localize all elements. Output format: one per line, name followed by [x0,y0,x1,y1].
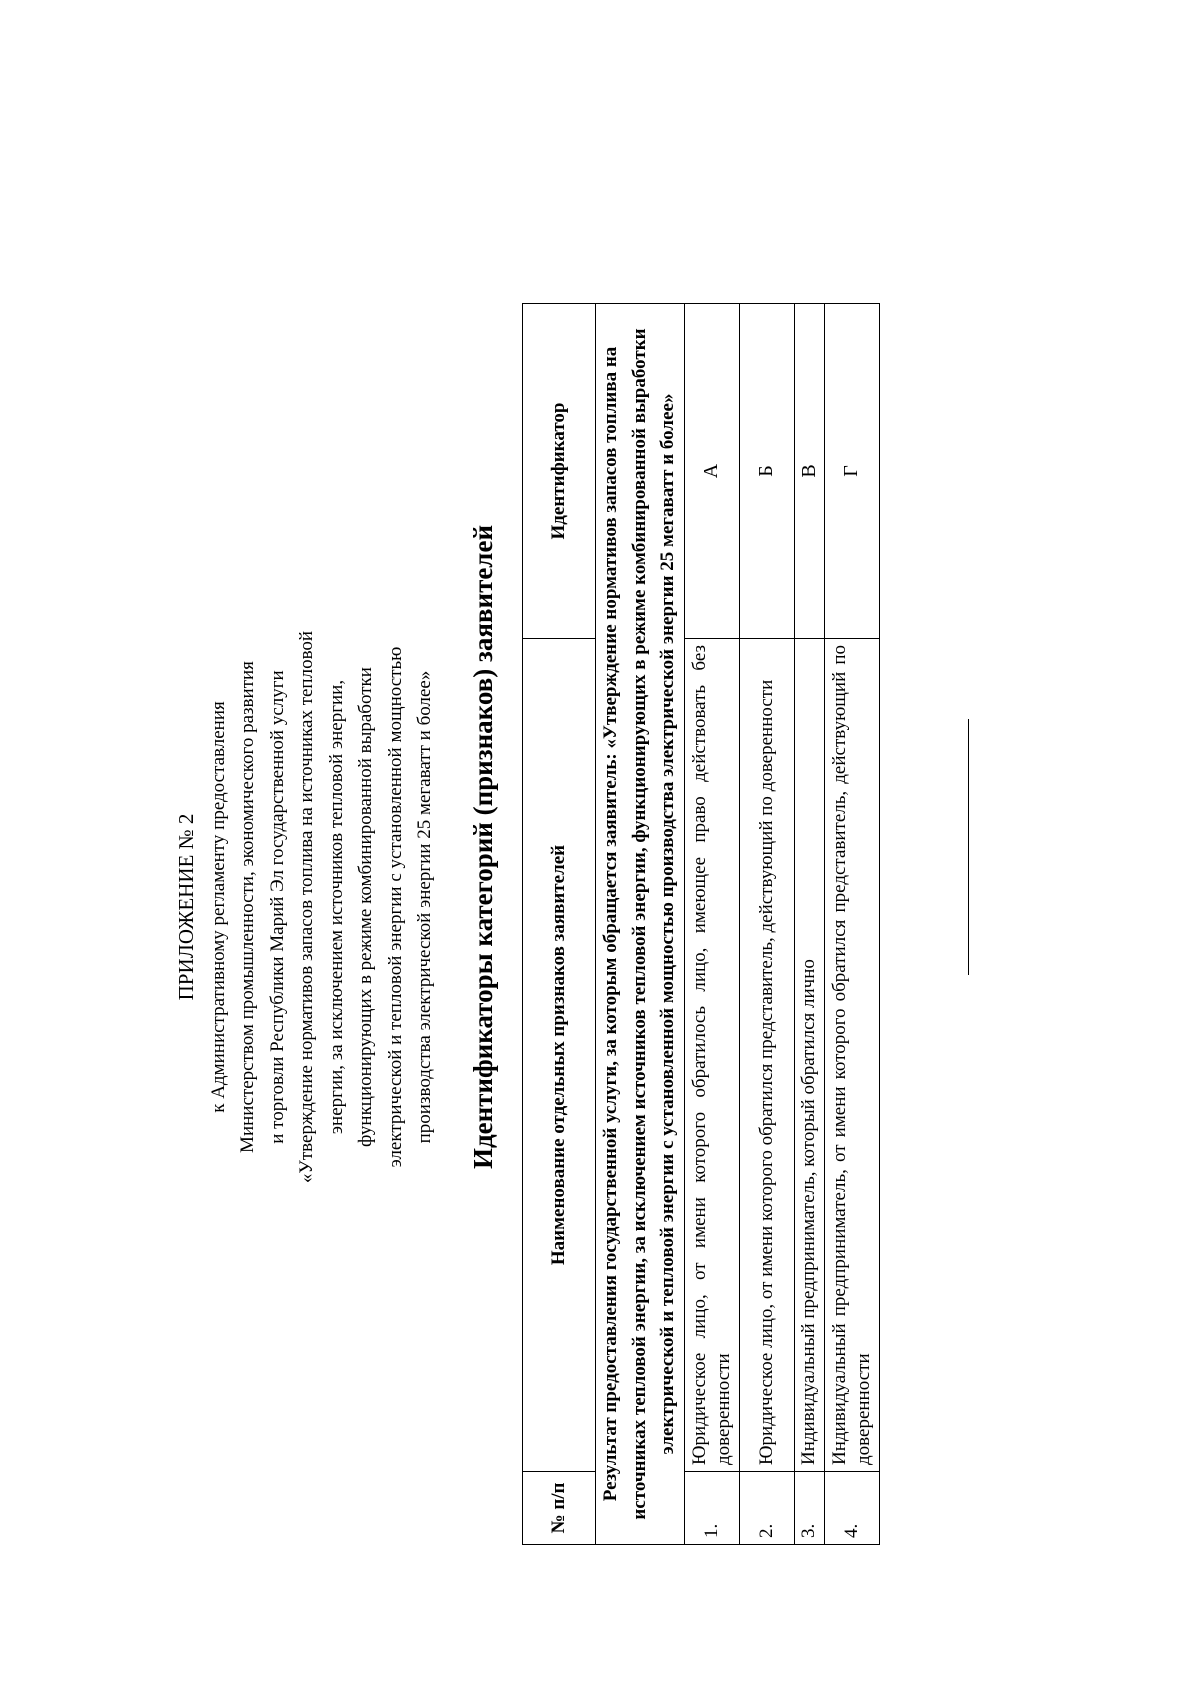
table-row [794,304,824,1545]
header-line: Министерством промышленности, экономического развития [237,661,258,1153]
header-name: Наименование отдельных признаков заявителей [523,639,596,1472]
row-name: Юридическое лицо, от имени которого обратилось лицо, имеющее право действовать без доверенности [684,639,739,1472]
header-identifier: Идентификатор [523,304,596,639]
row-identifier: Б [739,304,794,639]
header-line: электрической и тепловой энергии с установленной мощностью [384,646,406,1168]
identifiers-table [522,303,880,1545]
result-cell: Результат предоставления государственной услуги, за которым обращается заявитель: «Утверждение нормативов запасов топлива на источниках тепловой энергии, за исключением источников тепловой энергии, функционирующих в режиме комбинированной выработки электрической и тепловой энергии с установленной мощностью производства электрической энергии 25 мегаватт и более» [596,304,685,1545]
header-number: № п/п [523,1472,596,1545]
row-identifier: А [684,304,739,639]
table-header-row [523,304,596,1545]
header-line: «Утверждение нормативов запасов топлива на источниках тепловой [296,630,317,1184]
row-identifier: В [794,304,824,639]
row-identifier: Г [824,304,879,639]
header-line: и торговли Республики Марий Эл государственной услуги [266,670,288,1144]
appendix-header [172,547,440,1267]
header-line: производства электрической энергии 25 мегаватт и более» [414,670,435,1144]
row-number: 3. [794,1472,824,1545]
document-title: Идентификаторы категорий (признаков) заявителей [468,524,498,1170]
table-row [684,304,739,1545]
header-line: энергии, за исключением источников тепловой энергии, [325,679,347,1135]
row-name: Юридическое лицо, от имени которого обратился представитель, действующий по доверенности [739,639,794,1472]
table-row [739,304,794,1545]
header-line: функционирующих в режиме комбинированной выработки [355,667,376,1147]
appendix-number: ПРИЛОЖЕНИЕ № 2 [174,813,198,1001]
row-number: 2. [739,1472,794,1545]
row-name: Индивидуальный предприниматель, который обратился лично [794,639,824,1472]
footer-rule [968,719,969,975]
table-row [824,304,879,1545]
result-row [596,304,685,1545]
row-number: 4. [824,1472,879,1545]
header-line: к Административному регламенту предоставления [207,701,229,1113]
row-name: Индивидуальный предприниматель, от имени которого обратился представитель, действующий по доверенности [824,639,879,1472]
row-number: 1. [684,1472,739,1545]
